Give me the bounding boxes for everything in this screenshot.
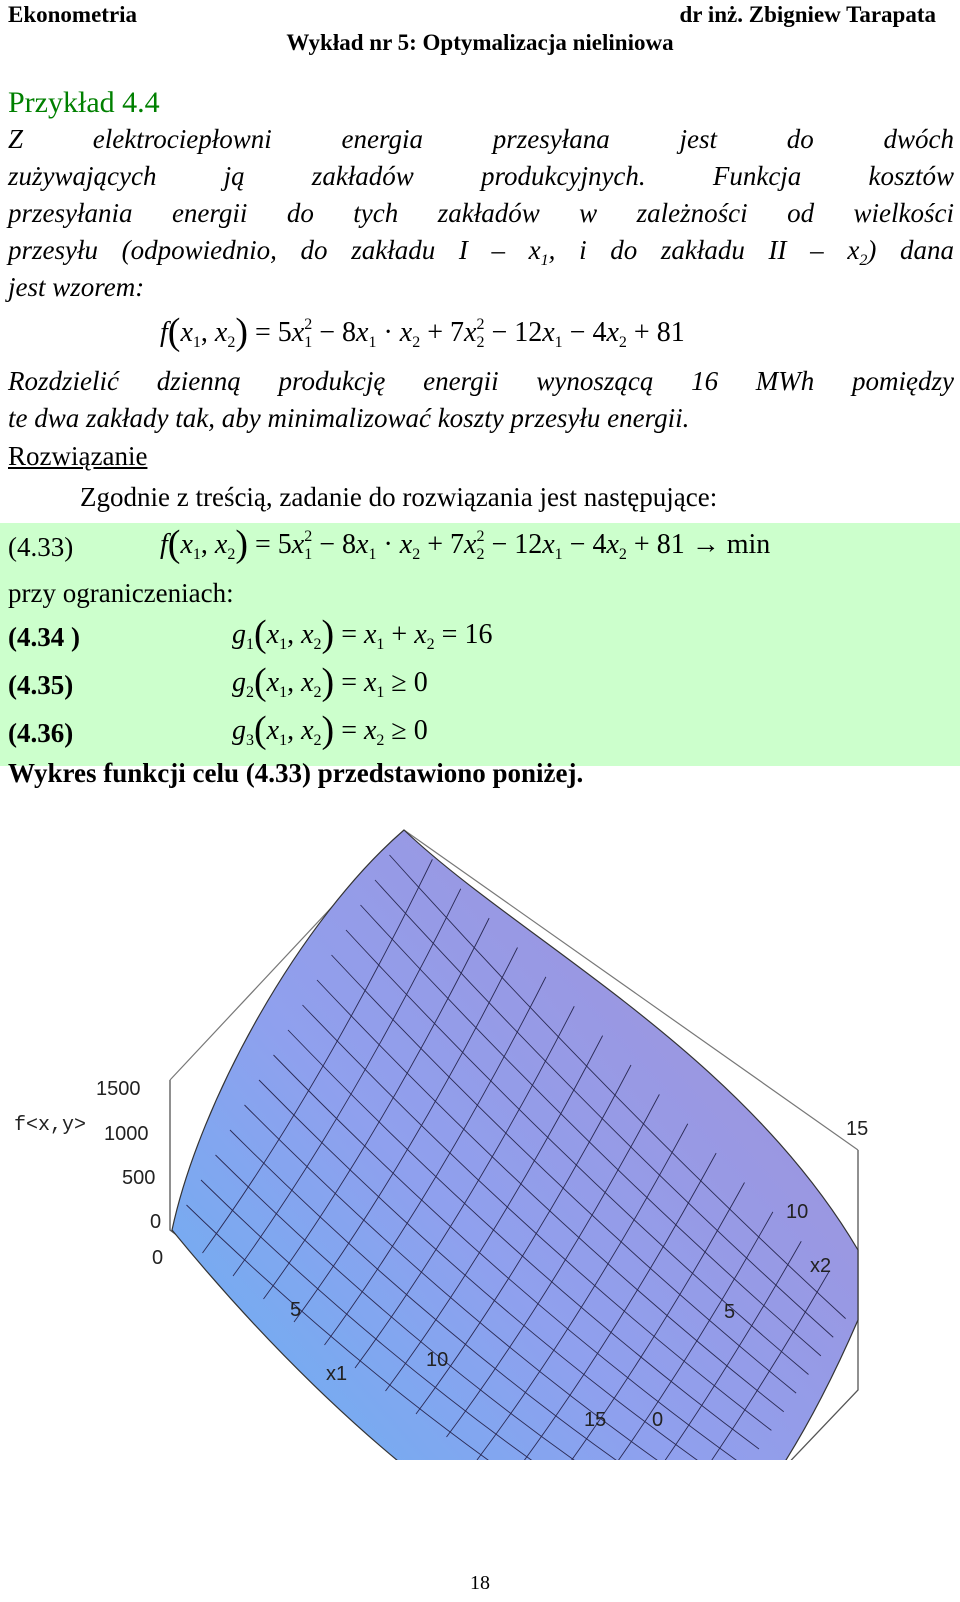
cost-function-formula: $f(x_1$, $x_2) = 5x_1^2 - 8x_1 \cdot x_2 + 7x_2^2 - 12x_1 - 4x_2 + 81$ bbox=[160, 311, 685, 353]
eq-label-4-35: (4.35) bbox=[8, 670, 74, 700]
header-course-title: Ekonometria bbox=[8, 2, 138, 27]
plot-caption: Wykres funkcji celu (4.33) przedstawiono poniżej. bbox=[8, 758, 584, 788]
constraint-g3-formula: $g_3(x_1$, $x_2) = x_2 \ge 0$ bbox=[232, 709, 428, 751]
z-tick-500: 500 bbox=[122, 1167, 156, 1189]
eq-label-4-34: (4.34 ) bbox=[8, 622, 80, 652]
page-number: 18 bbox=[470, 1572, 490, 1594]
constraint-g2-formula: $g_2(x_1$, $x_2) = x_1 \ge 0$ bbox=[232, 661, 428, 703]
x2-tick-0: 0 bbox=[652, 1409, 664, 1431]
z-tick-0: 0 bbox=[150, 1211, 162, 1233]
problem-line-4: przesyłu (odpowiednio, do zakładu I – $x_1$, i do zakładu II – $x_2$) dana bbox=[8, 235, 954, 269]
header-lecture-title: Wykład nr 5: Optymalizacja nieliniowa bbox=[286, 30, 674, 55]
z-tick-1500: 1500 bbox=[96, 1078, 141, 1100]
problem-line-1: Z elektrociepłowni energia przesyłana jest do dwóch bbox=[8, 124, 954, 154]
header-author: dr inż. Zbigniew Tarapata bbox=[679, 2, 936, 27]
surface-plot bbox=[0, 800, 960, 1460]
arrow-icon: → bbox=[691, 529, 720, 560]
x1-tick-5: 5 bbox=[290, 1299, 302, 1321]
task-line-1: Rozdzielić dzienną produkcję energii wynoszącą 16 MWh pomiędzy bbox=[8, 366, 954, 396]
constraints-label: przy ograniczeniach: bbox=[8, 578, 234, 608]
solution-heading: Rozwiązanie bbox=[8, 441, 148, 471]
task-line-2: te dwa zakłady tak, aby minimalizować koszty przesyłu energii. bbox=[8, 403, 690, 433]
x1-tick-0: 0 bbox=[152, 1247, 164, 1269]
eq-label-4-33: (4.33) bbox=[8, 532, 74, 562]
x2-axis-label: x2 bbox=[810, 1255, 832, 1277]
example-title: Przykład 4.4 bbox=[8, 86, 160, 119]
z-axis-label: f<x,y> bbox=[14, 1114, 87, 1137]
problem-line-2: zużywających ją zakładów produkcyjnych. Funkcja kosztów bbox=[8, 161, 954, 191]
objective-function-formula: $f(x_1$, $x_2) = 5x_1^2 - 8x_1 \cdot x_2 + 7x_2^2 - 12x_1 - 4x_2 + 81 \to \min$ bbox=[160, 523, 771, 565]
problem-line-3: przesyłania energii do tych zakładów w zależności od wielkości bbox=[8, 198, 954, 228]
z-tick-1000: 1000 bbox=[104, 1123, 149, 1145]
x1-tick-15: 15 bbox=[584, 1409, 607, 1431]
eq-label-4-36: (4.36) bbox=[8, 718, 74, 748]
constraint-g1-formula: $g_1(x_1$, $x_2) = x_1 + x_2 = 16$ bbox=[232, 613, 493, 655]
x2-tick-15: 15 bbox=[846, 1118, 869, 1140]
x1-axis-label: x1 bbox=[326, 1363, 348, 1385]
x2-tick-5: 5 bbox=[724, 1301, 736, 1323]
problem-line-5: jest wzorem: bbox=[8, 272, 145, 302]
x2-tick-10: 10 bbox=[786, 1201, 809, 1223]
x1-tick-10: 10 bbox=[426, 1349, 449, 1371]
solution-intro: Zgodnie z treścią, zadanie do rozwiązania jest następujące: bbox=[80, 482, 718, 512]
